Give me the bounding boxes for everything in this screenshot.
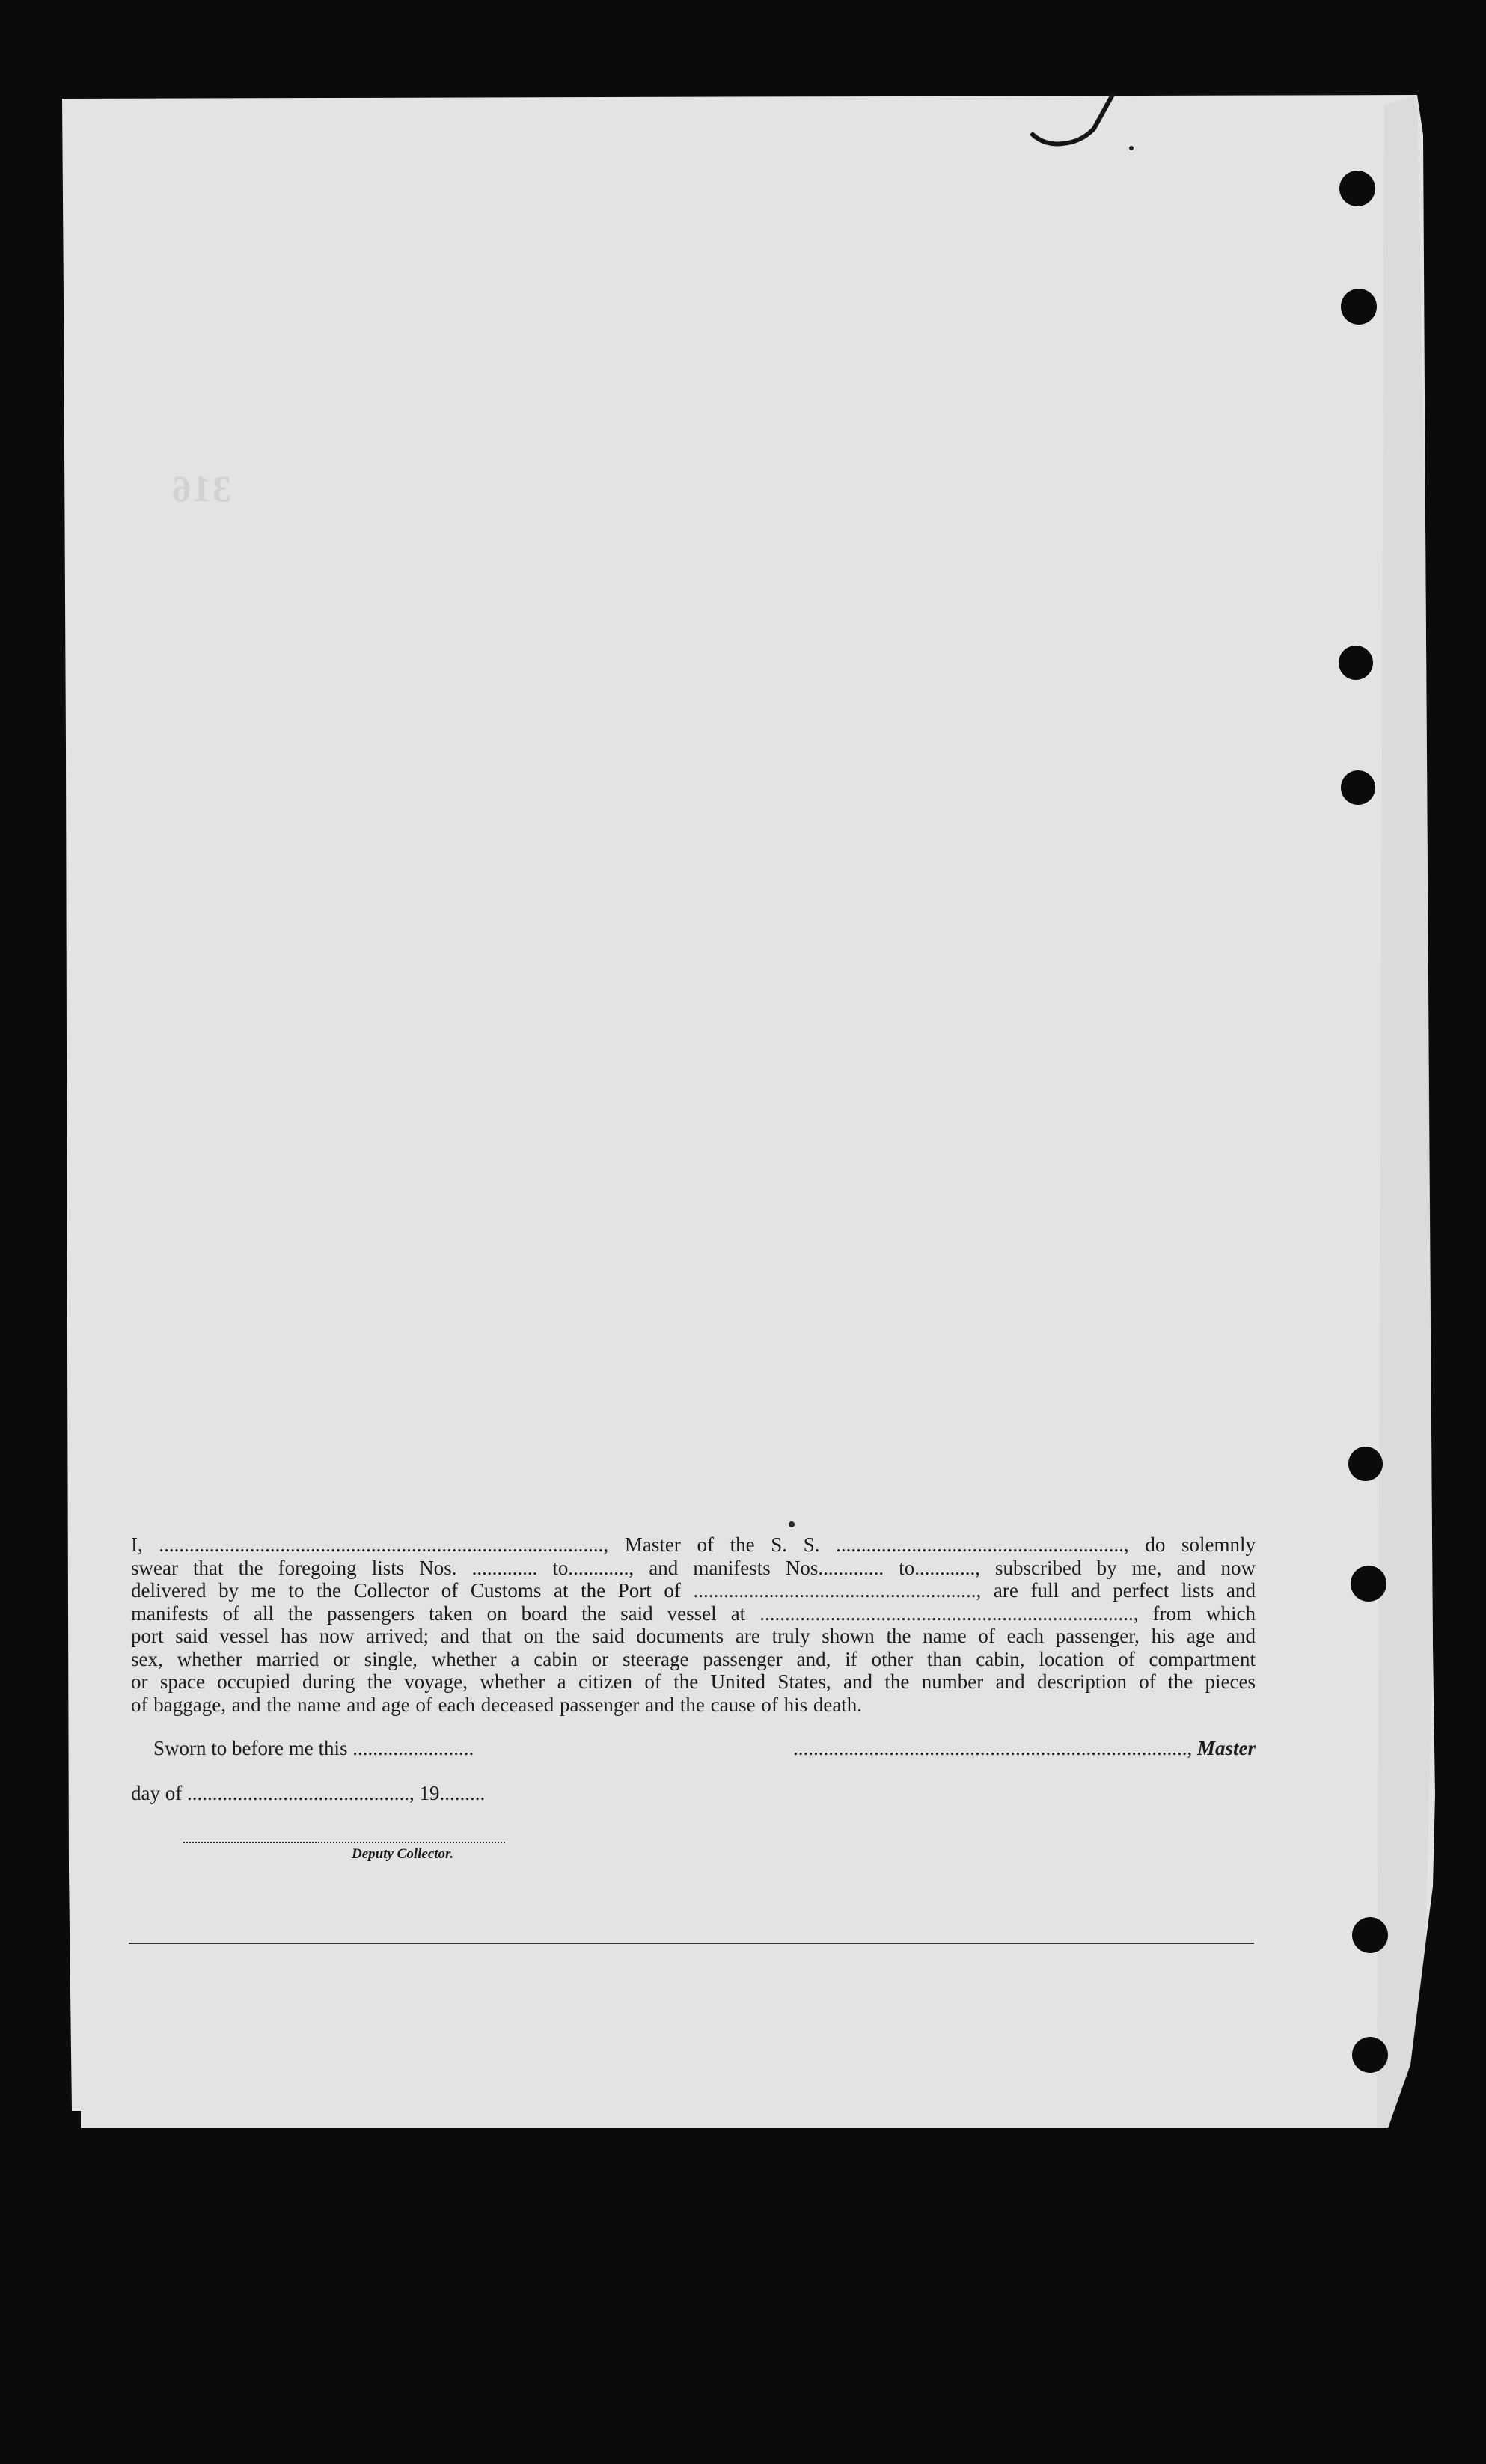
oath-line: I, ........................................................................................, Master of the S. S. ........................................................., do solemnly xyxy=(131,1533,1256,1556)
page-number: 316 xyxy=(171,468,231,509)
master-dots: .............................................................................., xyxy=(793,1737,1193,1759)
binding-hole xyxy=(1351,1566,1386,1602)
oath-paragraph xyxy=(131,1533,1256,1716)
deputy-collector-label: Deputy Collector. xyxy=(352,1846,454,1862)
oath-line: swear that the foregoing lists Nos. ............. to............, and manifests Nos............. to............, subscribed by me, and now xyxy=(131,1556,1256,1579)
ink-dot xyxy=(789,1521,795,1527)
binding-hole xyxy=(1339,646,1373,680)
oath-line: sex, whether married or single, whether a cabin or steerage passenger and, if other than cabin, location of compartment xyxy=(131,1647,1256,1670)
oath-line: of baggage, and the name and age of each deceased passenger and the cause of his death. xyxy=(131,1693,863,1716)
deputy-signature-line xyxy=(183,1842,505,1843)
sworn-text: Sworn to before me this ........................ xyxy=(153,1737,474,1759)
oath-line: delivered by me to the Collector of Customs at the Port of ........................................................, are full and perfect lists and xyxy=(131,1579,1256,1602)
oath-line: or space occupied during the voyage, whether a citizen of the United States, and the number and description of the pieces xyxy=(131,1670,1256,1693)
binding-hole xyxy=(1341,770,1375,805)
paper-sheet xyxy=(62,95,1435,2128)
binding-hole xyxy=(1352,2037,1388,2073)
master-label: Master xyxy=(1197,1737,1256,1759)
ink-dot xyxy=(1129,146,1134,150)
oath-line: manifests of all the passengers taken on board the said vessel at .........................................................................., from which xyxy=(131,1602,1256,1625)
bottom-rule xyxy=(129,1943,1254,1944)
binding-hole xyxy=(1348,1447,1383,1481)
binding-hole xyxy=(1341,289,1377,325)
oath-line: port said vessel has now arrived; and that on the said documents are truly shown the name of each passenger, his age and xyxy=(131,1625,1256,1647)
binding-hole xyxy=(1352,1917,1388,1953)
day-line: day of ............................................, 19......... xyxy=(131,1782,486,1804)
master-signature-line xyxy=(793,1737,1256,1760)
binding-hole xyxy=(1339,171,1375,206)
